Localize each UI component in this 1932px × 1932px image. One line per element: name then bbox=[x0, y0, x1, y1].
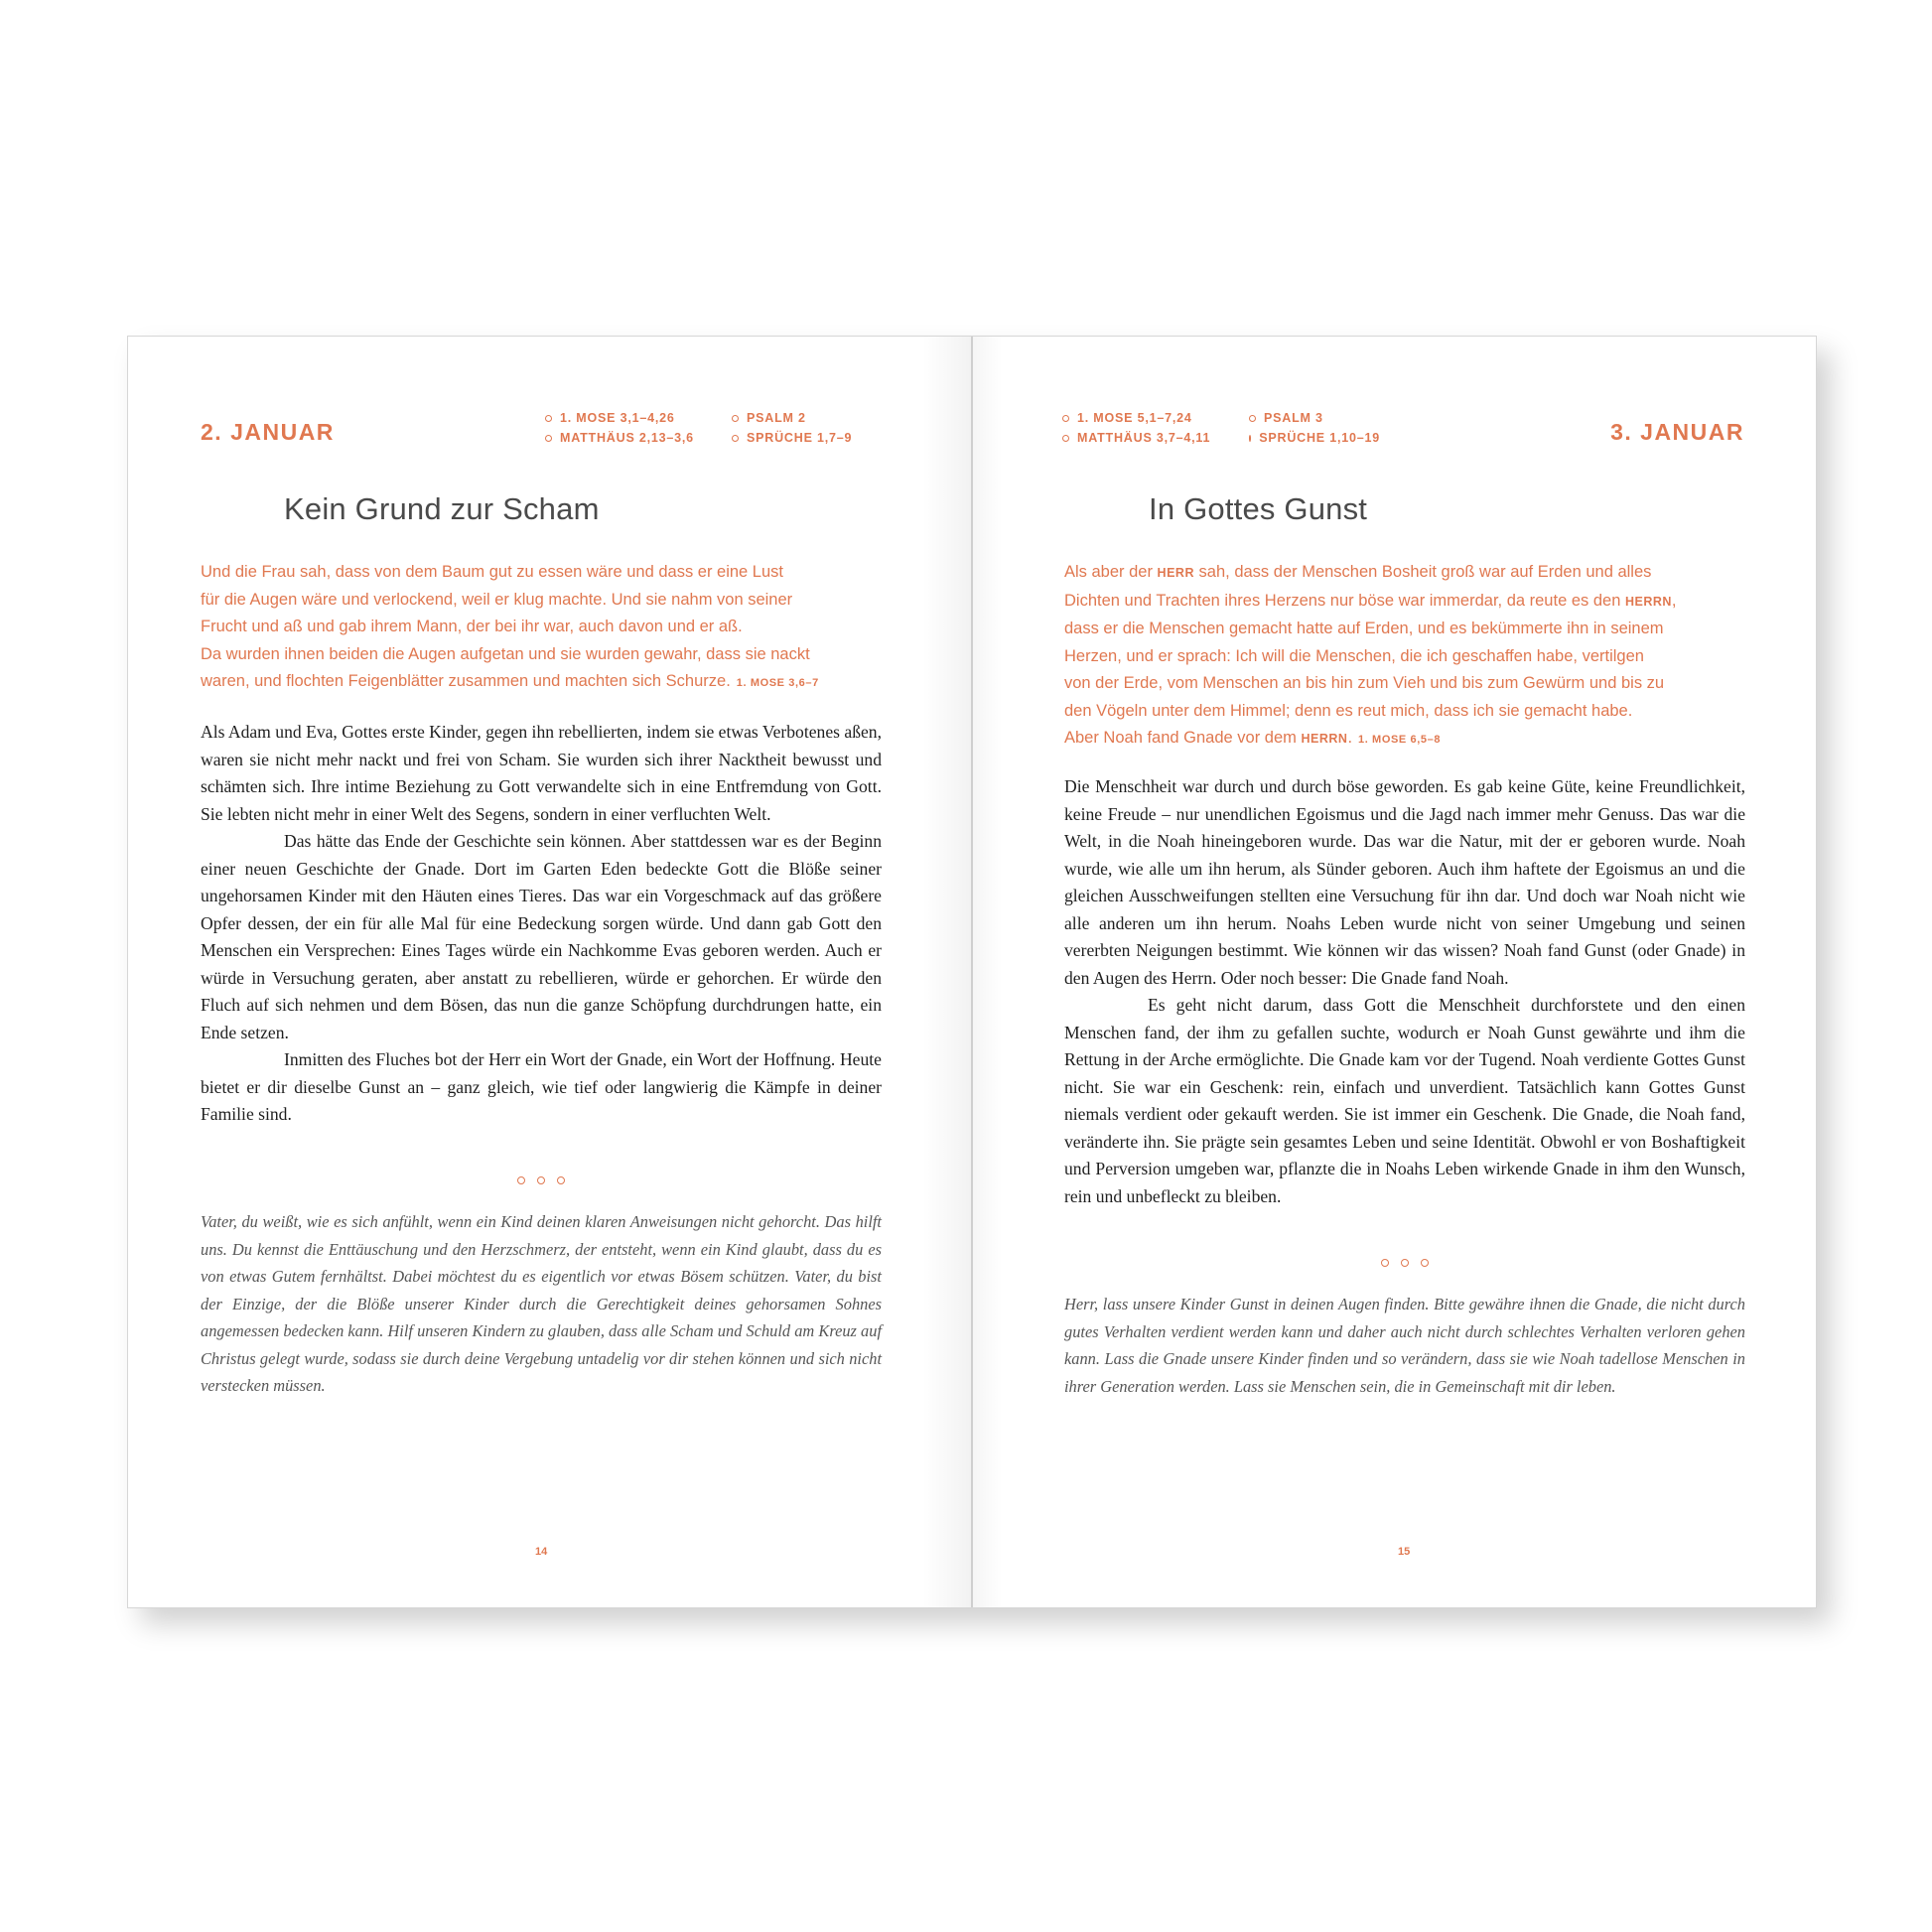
section-divider bbox=[201, 1176, 882, 1187]
reading-item: PSALM 3 bbox=[1249, 411, 1380, 425]
devotion-title: In Gottes Gunst bbox=[1149, 491, 1368, 526]
body-paragraph: Die Menschheit war durch und durch böse geworden. Es gab keine Güte, keine Freundlichkeit, keine Freude – nur unendlichen Egoismus und die Jagd nach immer mehr Genuss. Das war die Welt, in die Noah hineingeboren wurde. Das war die Natur, mit der er geboren wurde. Noah wurde, wie alle um ihn herum, als Sünder geboren. Auch ihm haftete der Egoismus an und die gleichen Ausschweifungen stellten eine Versuchung für ihn dar. Und doch war Noah nicht wie alle anderen um ihn herum. Noahs Leben wurde nicht von seiner Umgebung und seinen vererbten Neigungen bestimmt. Wie können wir das wissen? Noah fand Gunst (oder Gnade) in den Augen des Herrn. Oder noch besser: Die Gnade fand Noah. bbox=[1064, 776, 1745, 988]
body-paragraph: Inmitten des Fluches bot der Herr ein Wort der Gnade, ein Wort der Hoffnung. Heute bietet er dir dieselbe Gunst an – ganz gleich, wie tief oder langwierig die Kämpfe in deiner Familie sind. bbox=[201, 1049, 882, 1124]
checkbox-circle-icon bbox=[732, 435, 739, 442]
body-paragraph: Als Adam und Eva, Gottes erste Kinder, gegen ihn rebellierten, indem sie etwas Verbotenes aßen, waren sie nicht mehr nackt und frei von Scham. Sie wurden sich ihrer Nacktheit bewusst und schämten sich. Ihre intime Beziehung zu Gott verwandelte sich in eine Entfremdung von Gott. Sie lebten nicht mehr in einer Welt des Segens, sondern in einer verfluchten Welt. bbox=[201, 722, 882, 824]
checkbox-circle-icon bbox=[1249, 435, 1251, 442]
devotion-title: Kein Grund zur Scham bbox=[284, 491, 600, 526]
reading-item: PSALM 2 bbox=[732, 411, 863, 425]
checkbox-circle-icon bbox=[1062, 435, 1069, 442]
reading-item: SPRÜCHE 1,10–19 bbox=[1249, 431, 1380, 445]
section-divider bbox=[1064, 1259, 1745, 1270]
scripture-verse: Als aber der HERR sah, dass der Menschen Bosheit groß war auf Erden und alles Dichten und Trachten ihres Herzens nur böse war immerdar, da reute es den HERRN, dass er die Menschen gemacht hatte auf Erden, und es bekümmerte ihn in seinem Herzen, und er sprach: Ich will die Menschen, die ich geschaffen habe, vertilgen von der Erde, vom Menschen an bis hin zum Vieh und bis zum Gewürm und bis zu den Vögeln unter dem Himmel; denn es reut mich, dass ich sie gemacht habe. Aber Noah fand Gnade vor dem HERRN. 1. MOSE 6,5–8 bbox=[1064, 563, 1677, 747]
prayer-text: Vater, du weißt, wie es sich anfühlt, wenn ein Kind deinen klaren Anweisungen nicht gehorcht. Das hilft uns. Du kennst die Enttäuschung und den Herzschmerz, der entsteht, wenn ein Kind glaubt, dass du es von etwas Gutem fernhältst. Dabei möchtest du es eigentlich vor etwas Bösem schützen. Vater, du bist der Einzige, der die Blöße unserer Kinder durch die Gerechtigkeit deines gehorsamen Sohnes angemessen bedecken kann. Hilf unseren Kindern zu glauben, dass alle Scham und Schuld am Kreuz auf Christus gelegt wurde, sodass sie durch deine Vergebung untadelig vor dir stehen können und sich nicht verstecken müssen. bbox=[201, 1212, 882, 1395]
checkbox-circle-icon bbox=[545, 435, 552, 442]
scripture-verse: Und die Frau sah, dass von dem Baum gut zu essen wäre und dass er eine Lust für die Augen wäre und verlockend, weil er klug machte. Und sie nahm von seiner Frucht und aß und gab ihrem Mann, der bei ihr war, auch davon und er aß. Da wurden ihnen beiden die Augen aufgetan und sie wurden gewahr, dass sie nackt waren, und flochten Feigenblätter zusammen und machten sich Schurze. 1. MOSE 3,6–7 bbox=[201, 563, 819, 690]
checkbox-circle-icon bbox=[1249, 415, 1256, 422]
verse-reference: 1. MOSE 3,6–7 bbox=[736, 677, 819, 689]
checkbox-circle-icon bbox=[1062, 415, 1069, 422]
checkbox-circle-icon bbox=[545, 415, 552, 422]
devotion-body bbox=[201, 719, 882, 1129]
devotion-body bbox=[1064, 773, 1745, 1210]
reading-item: MATTHÄUS 2,13–3,6 bbox=[545, 431, 732, 445]
body-paragraph: Es geht nicht darum, dass Gott die Menschheit durchforstete und den einen Menschen fand, der ihm zu gefallen suchte, wodurch er Noah Gunst gewährte und ihm die Rettung in der Arche ermöglichte. Die Gnade kam vor der Tugend. Noah verdiente Gottes Gunst nicht. Sie war ein Geschenk: rein, einfach und unverdient. Tatsächlich kann Gottes Gunst niemals verdient oder gekauft werden. Sie ist immer ein Geschenk. Die Gnade, die Noah fand, veränderte ihn. Sie prägte sein gesamtes Leben und seine Identität. Obwohl er von Boshaftigkeit und Perversion umgeben war, pflanzte die in Noahs Leben wirkende Gnade in ihm den Wunsch, rein und unbefleckt zu bleiben. bbox=[1064, 995, 1745, 1206]
reading-item: MATTHÄUS 3,7–4,11 bbox=[1062, 431, 1249, 445]
reading-item: SPRÜCHE 1,7–9 bbox=[732, 431, 863, 445]
book-spread bbox=[127, 336, 1817, 1608]
reading-plan bbox=[1062, 411, 1380, 445]
body-paragraph: Das hätte das Ende der Geschichte sein können. Aber stattdessen war es der Beginn einer neuen Geschichte der Gnade. Dort im Garten Eden bedeckte Gott die Blöße seiner ungehorsamen Kinder mit den Häuten eines Tieres. Das war ein Vorgeschmack auf das größere Opfer dessen, der ein für alle Mal für eine Bedeckung sorgen würde. Und dann gab Gott den Menschen ein Versprechen: Eines Tages würde ein Nachkomme Evas geboren werden. Auch er würde in Versuchung geraten, aber anstatt zu rebellieren, würde er gehorchen. Er würde den Fluch auf sich nehmen und dem Bösen, das nun die ganze Schöpfung durchdrungen hatte, ein Ende setzen. bbox=[201, 831, 882, 1042]
page-date: 2. JANUAR bbox=[201, 419, 335, 445]
page-number: 14 bbox=[535, 1546, 548, 1558]
page-number: 15 bbox=[1398, 1546, 1411, 1558]
left-page bbox=[128, 337, 971, 1607]
verse-reference: 1. MOSE 6,5–8 bbox=[1358, 734, 1442, 746]
checkbox-circle-icon bbox=[732, 415, 739, 422]
right-page bbox=[973, 337, 1816, 1607]
reading-item: 1. MOSE 3,1–4,26 bbox=[545, 411, 732, 425]
reading-item: 1. MOSE 5,1–7,24 bbox=[1062, 411, 1249, 425]
page-date: 3. JANUAR bbox=[1610, 419, 1744, 445]
prayer-text: Herr, lass unsere Kinder Gunst in deinen Augen finden. Bitte gewähre ihnen die Gnade, die nicht durch gutes Verhalten verdient werden kann und daher auch nicht durch schlechtes Verhalten verloren gehen kann. Lass die Gnade unsere Kinder finden und so verändern, dass sie wie Noah tadellose Menschen in ihrer Generation werden. Lass sie Menschen sein, die in Gemeinschaft mit dir leben. bbox=[1064, 1295, 1745, 1396]
reading-plan bbox=[545, 411, 863, 445]
